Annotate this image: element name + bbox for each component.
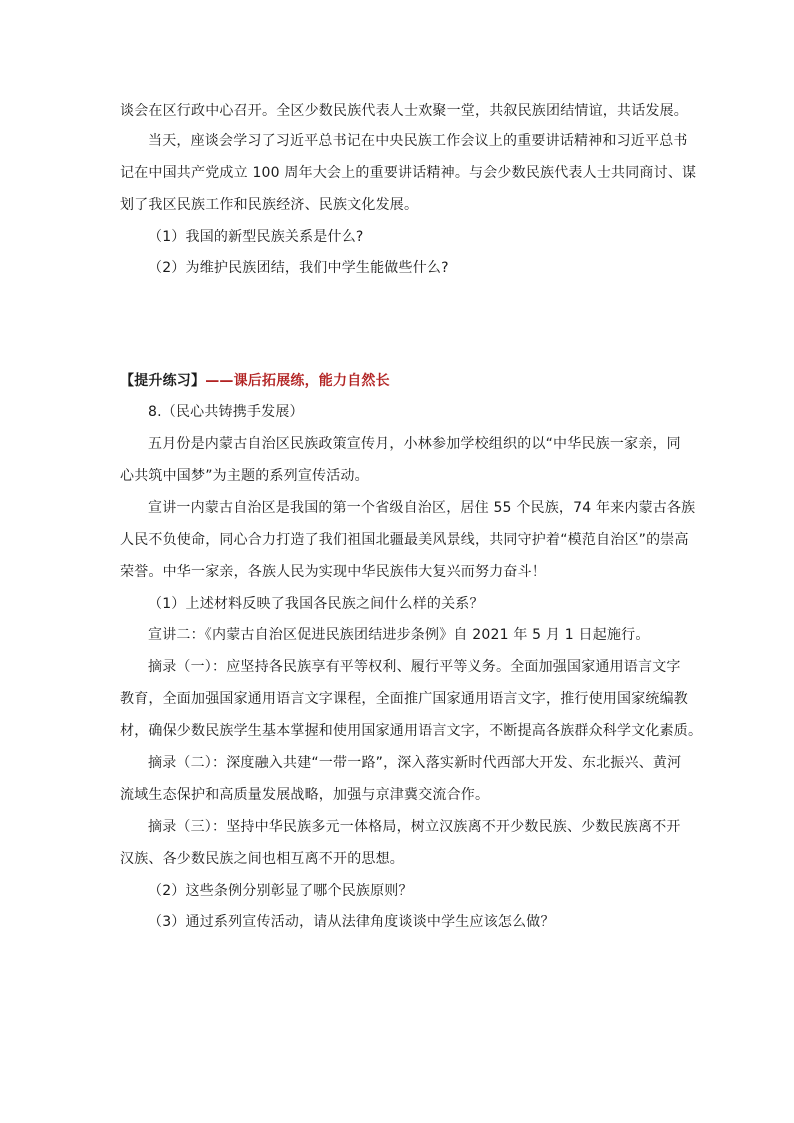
paragraph-line: 材，确保少数民族学生基本掌握和使用国家通用语言文字，不断提高各族群众科学文化素质。	[120, 723, 703, 739]
question-8-1: （1）上述材料反映了我国各民族之间什么样的关系？	[148, 596, 484, 612]
paragraph-line: 谈会在区行政中心召开。全区少数民族代表人士欢聚一堂，共叙民族团结情谊，共话发展。	[120, 103, 688, 119]
practice-heading	[120, 371, 390, 391]
question-8-2: （2）这些条例分别彰显了哪个民族原则？	[148, 883, 413, 899]
question-8-3: （3）通过系列宣传活动，请从法律角度谈谈中学生应该怎么做？	[148, 914, 555, 930]
paragraph-line: 宣讲一内蒙古自治区是我国的第一个省级自治区，居住 55 个民族，74 年来内蒙古各族	[148, 500, 696, 516]
question-1: （1）我国的新型民族关系是什么?	[148, 229, 364, 245]
question-2: （2）为维护民族团结，我们中学生能做些什么?	[148, 260, 449, 276]
paragraph-line: 荣誉。中华一家亲，各族人民为实现中华民族伟大复兴而努力奋斗！	[120, 564, 546, 580]
question-8-title: 8.（民心共铸携手发展）	[148, 404, 304, 420]
paragraph-line: 宣讲二：《内蒙古自治区促进民族团结进步条例》自 2021 年 5 月 1 日起施行。	[148, 627, 650, 643]
paragraph-line: 流域生态保护和高质量发展战略，加强与京津冀交流合作。	[120, 787, 490, 803]
paragraph-line: 记在中国共产党成立 100 周年大会上的重要讲话精神。与会少数民族代表人士共同商讨、谋	[120, 165, 697, 181]
practice-bracket-label: 【提升练习】	[120, 373, 206, 389]
paragraph-line: 心共筑中国梦”为主题的系列宣传活动。	[120, 468, 369, 484]
paragraph-line: 五月份是内蒙古自治区民族政策宣传月，小林参加学校组织的以“中华民族一家亲，同	[148, 436, 681, 452]
paragraph-line: 划了我区民族工作和民族经济、民族文化发展。	[120, 197, 419, 213]
paragraph-line: 摘录（二）：深度融入共建“一带一路”，深入落实新时代西部大开发、东北振兴、黄河	[148, 755, 682, 771]
paragraph-line: 人民不负使命，同心合力打造了我们祖国北疆最美风景线，共同守护着“模范自治区”的崇高	[120, 532, 689, 548]
paragraph-line: 摘录（一）：应坚持各民族享有平等权利、履行平等义务。全面加强国家通用语言文字	[148, 659, 681, 675]
practice-subtitle: ——课后拓展练，能力自然长	[205, 373, 390, 389]
paragraph-line: 当天，座谈会学习了习近平总书记在中央民族工作会议上的重要讲话精神和习近平总书	[148, 133, 688, 149]
paragraph-line: 摘录（三）：坚持中华民族多元一体格局，树立汉族离不开少数民族、少数民族离不开	[148, 819, 681, 835]
paragraph-line: 汉族、各少数民族之间也相互离不开的思想。	[120, 851, 404, 867]
paragraph-line: 教育，全面加强国家通用语言文字课程，全面推广国家通用语言文字，推行使用国家统编教	[120, 691, 688, 707]
